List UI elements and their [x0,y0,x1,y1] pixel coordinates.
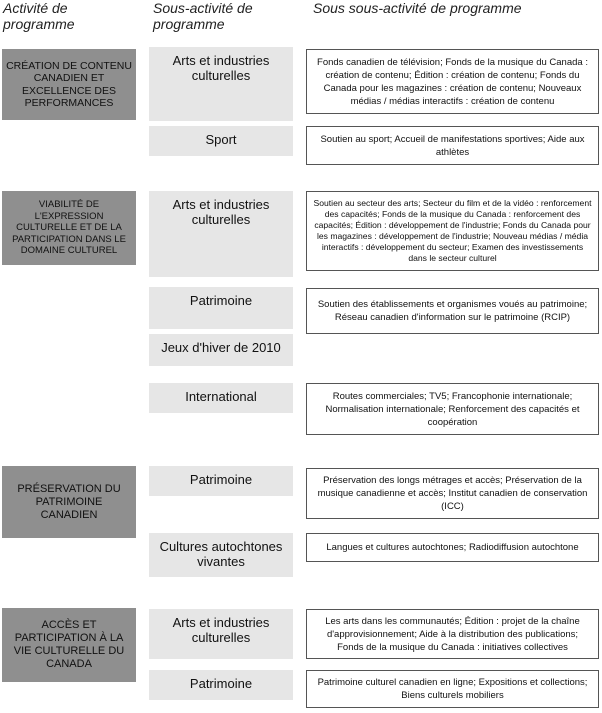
header-sub-activity: Sous-activité de programme [153,0,253,32]
sub-activity-box: International [149,383,293,413]
sub-sub-activity-box: Soutien au sport; Accueil de manifestations sportives; Aide aux athlètes [306,126,599,165]
header-activity: Activité de programme [3,0,75,32]
sub-sub-activity-box: Soutien des établissements et organismes voués au patrimoine; Réseau canadien d'information sur le patrimoine (RCIP) [306,288,599,334]
activity-box: VIABILITÉ DE L'EXPRESSION CULTURELLE ET DE LA PARTICIPATION DANS LE DOMAINE CULTUREL [2,191,136,265]
activity-box: ACCÈS ET PARTICIPATION À LA VIE CULTURELLE DU CANADA [2,608,136,682]
sub-activity-box: Patrimoine [149,466,293,496]
sub-activity-box: Arts et industries culturelles [149,191,293,277]
sub-activity-box: Arts et industries culturelles [149,609,293,659]
sub-sub-activity-box: Patrimoine culturel canadien en ligne; Expositions et collections; Biens culturels mobiliers [306,670,599,708]
sub-activity-box: Arts et industries culturelles [149,47,293,121]
sub-activity-box: Jeux d'hiver de 2010 [149,334,293,366]
sub-sub-activity-box: Les arts dans les communautés; Édition : projet de la chaîne d'approvisionnement; Aide à la distribution des publications; Fonds de la musique du Canada : initiatives collectives [306,609,599,659]
sub-activity-box: Patrimoine [149,670,293,700]
sub-activity-box: Patrimoine [149,287,293,329]
activity-box: CRÉATION DE CONTENU CANADIEN ET EXCELLENCE DES PERFORMANCES [2,49,136,120]
sub-sub-activity-box: Langues et cultures autochtones; Radiodiffusion autochtone [306,533,599,562]
sub-sub-activity-box: Routes commerciales; TV5; Francophonie internationale; Normalisation internationale; Renforcement des capacités et coopération [306,383,599,435]
sub-sub-activity-box: Soutien au secteur des arts; Secteur du film et de la vidéo : renforcement des capacités; Fonds de la musique du Canada : renforcement des capacités; Édition : développement de l'industrie; Fonds du Canada pour les magazines : développement de l'industrie; Nouveau médias / média interactifs : développement du secteur; Examen des investissements dans le secteur culturel [306,191,599,271]
sub-sub-activity-box: Fonds canadien de télévision; Fonds de la musique du Canada : création de contenu; Édition : création de contenu; Fonds du Canada pour les magazines : création de contenu; Nouveaux médias / médias interactifs : création de contenu [306,49,599,114]
sub-activity-box: Sport [149,126,293,156]
activity-box: PRÉSERVATION DU PATRIMOINE CANADIEN [2,466,136,538]
sub-sub-activity-box: Préservation des longs métrages et accès; Préservation de la musique canadienne et accès; Institut canadien de conservation (ICC) [306,468,599,519]
sub-activity-box: Cultures autochtones vivantes [149,533,293,577]
header-sub-sub-activity: Sous sous-activité de programme [313,0,522,16]
